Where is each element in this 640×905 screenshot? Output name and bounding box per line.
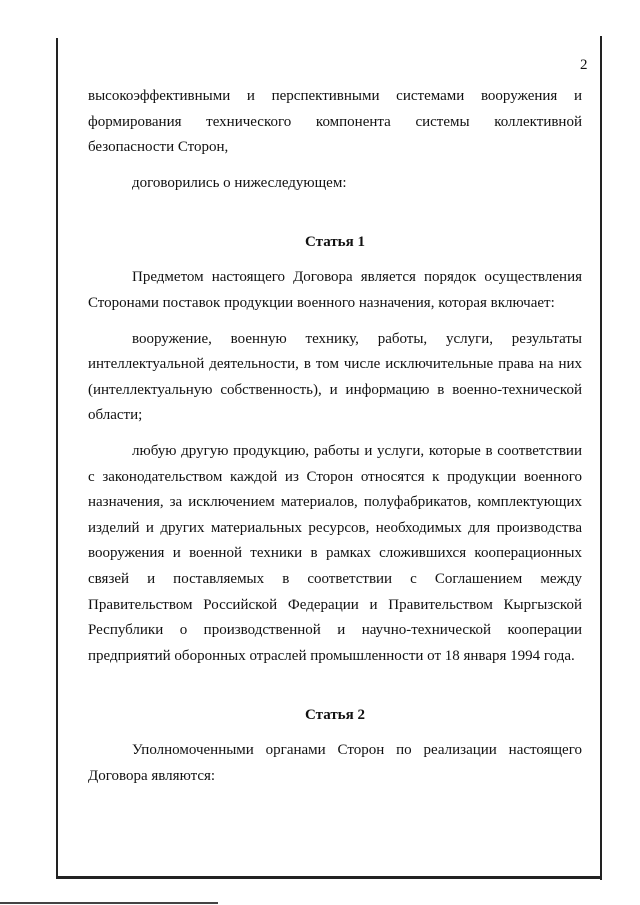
scan-border-right: [600, 36, 602, 880]
scan-border-footer: [0, 902, 218, 904]
scan-border-left: [56, 38, 58, 878]
article-1-heading: Статья 1: [305, 234, 365, 251]
article-1-lead: Предметом настоящего Договора является порядок осуществления Сторонами поставок продукции военного назначения, которая включает:: [88, 269, 582, 311]
article-1-item-1: вооружение, военную технику, работы, услуги, результаты интеллектуальной деятельности, в том числе исключительные права на них (интеллектуальную собственность), и информацию в военно-технической области;: [88, 330, 582, 424]
document-page: [88, 50, 582, 789]
agreed-line: договорились о нижеследующем:: [132, 174, 347, 191]
article-1-item-2: любую другую продукцию, работы и услуги, которые в соответствии с законодательством каждой из Сторон относятся к продукции военного назначения, за исключением материалов, полуфабрикатов, комплектующих изделий и других материальных ресурсов, необходимых для производства вооружения и военной техники в рамках сложившихся кооперационных связей и поставляемых в соответствии с Соглашением между Правительством Российской Федерации и Правительством Кыргызской Республики о производственной и научно-технической кооперации предприятий оборонных отраслей промышленности от 18 января 1994 года.: [88, 442, 582, 664]
page-number: 2: [580, 57, 588, 73]
article-2-lead: Уполномоченными органами Сторон по реализации настоящего Договора являются:: [88, 742, 582, 784]
scan-border-bottom: [56, 876, 602, 879]
article-2-heading: Статья 2: [305, 707, 365, 724]
intro-paragraph: высокоэффективными и перспективными системами вооружения и формирования технического компонента системы коллективной безопасности Сторон,: [88, 88, 582, 156]
